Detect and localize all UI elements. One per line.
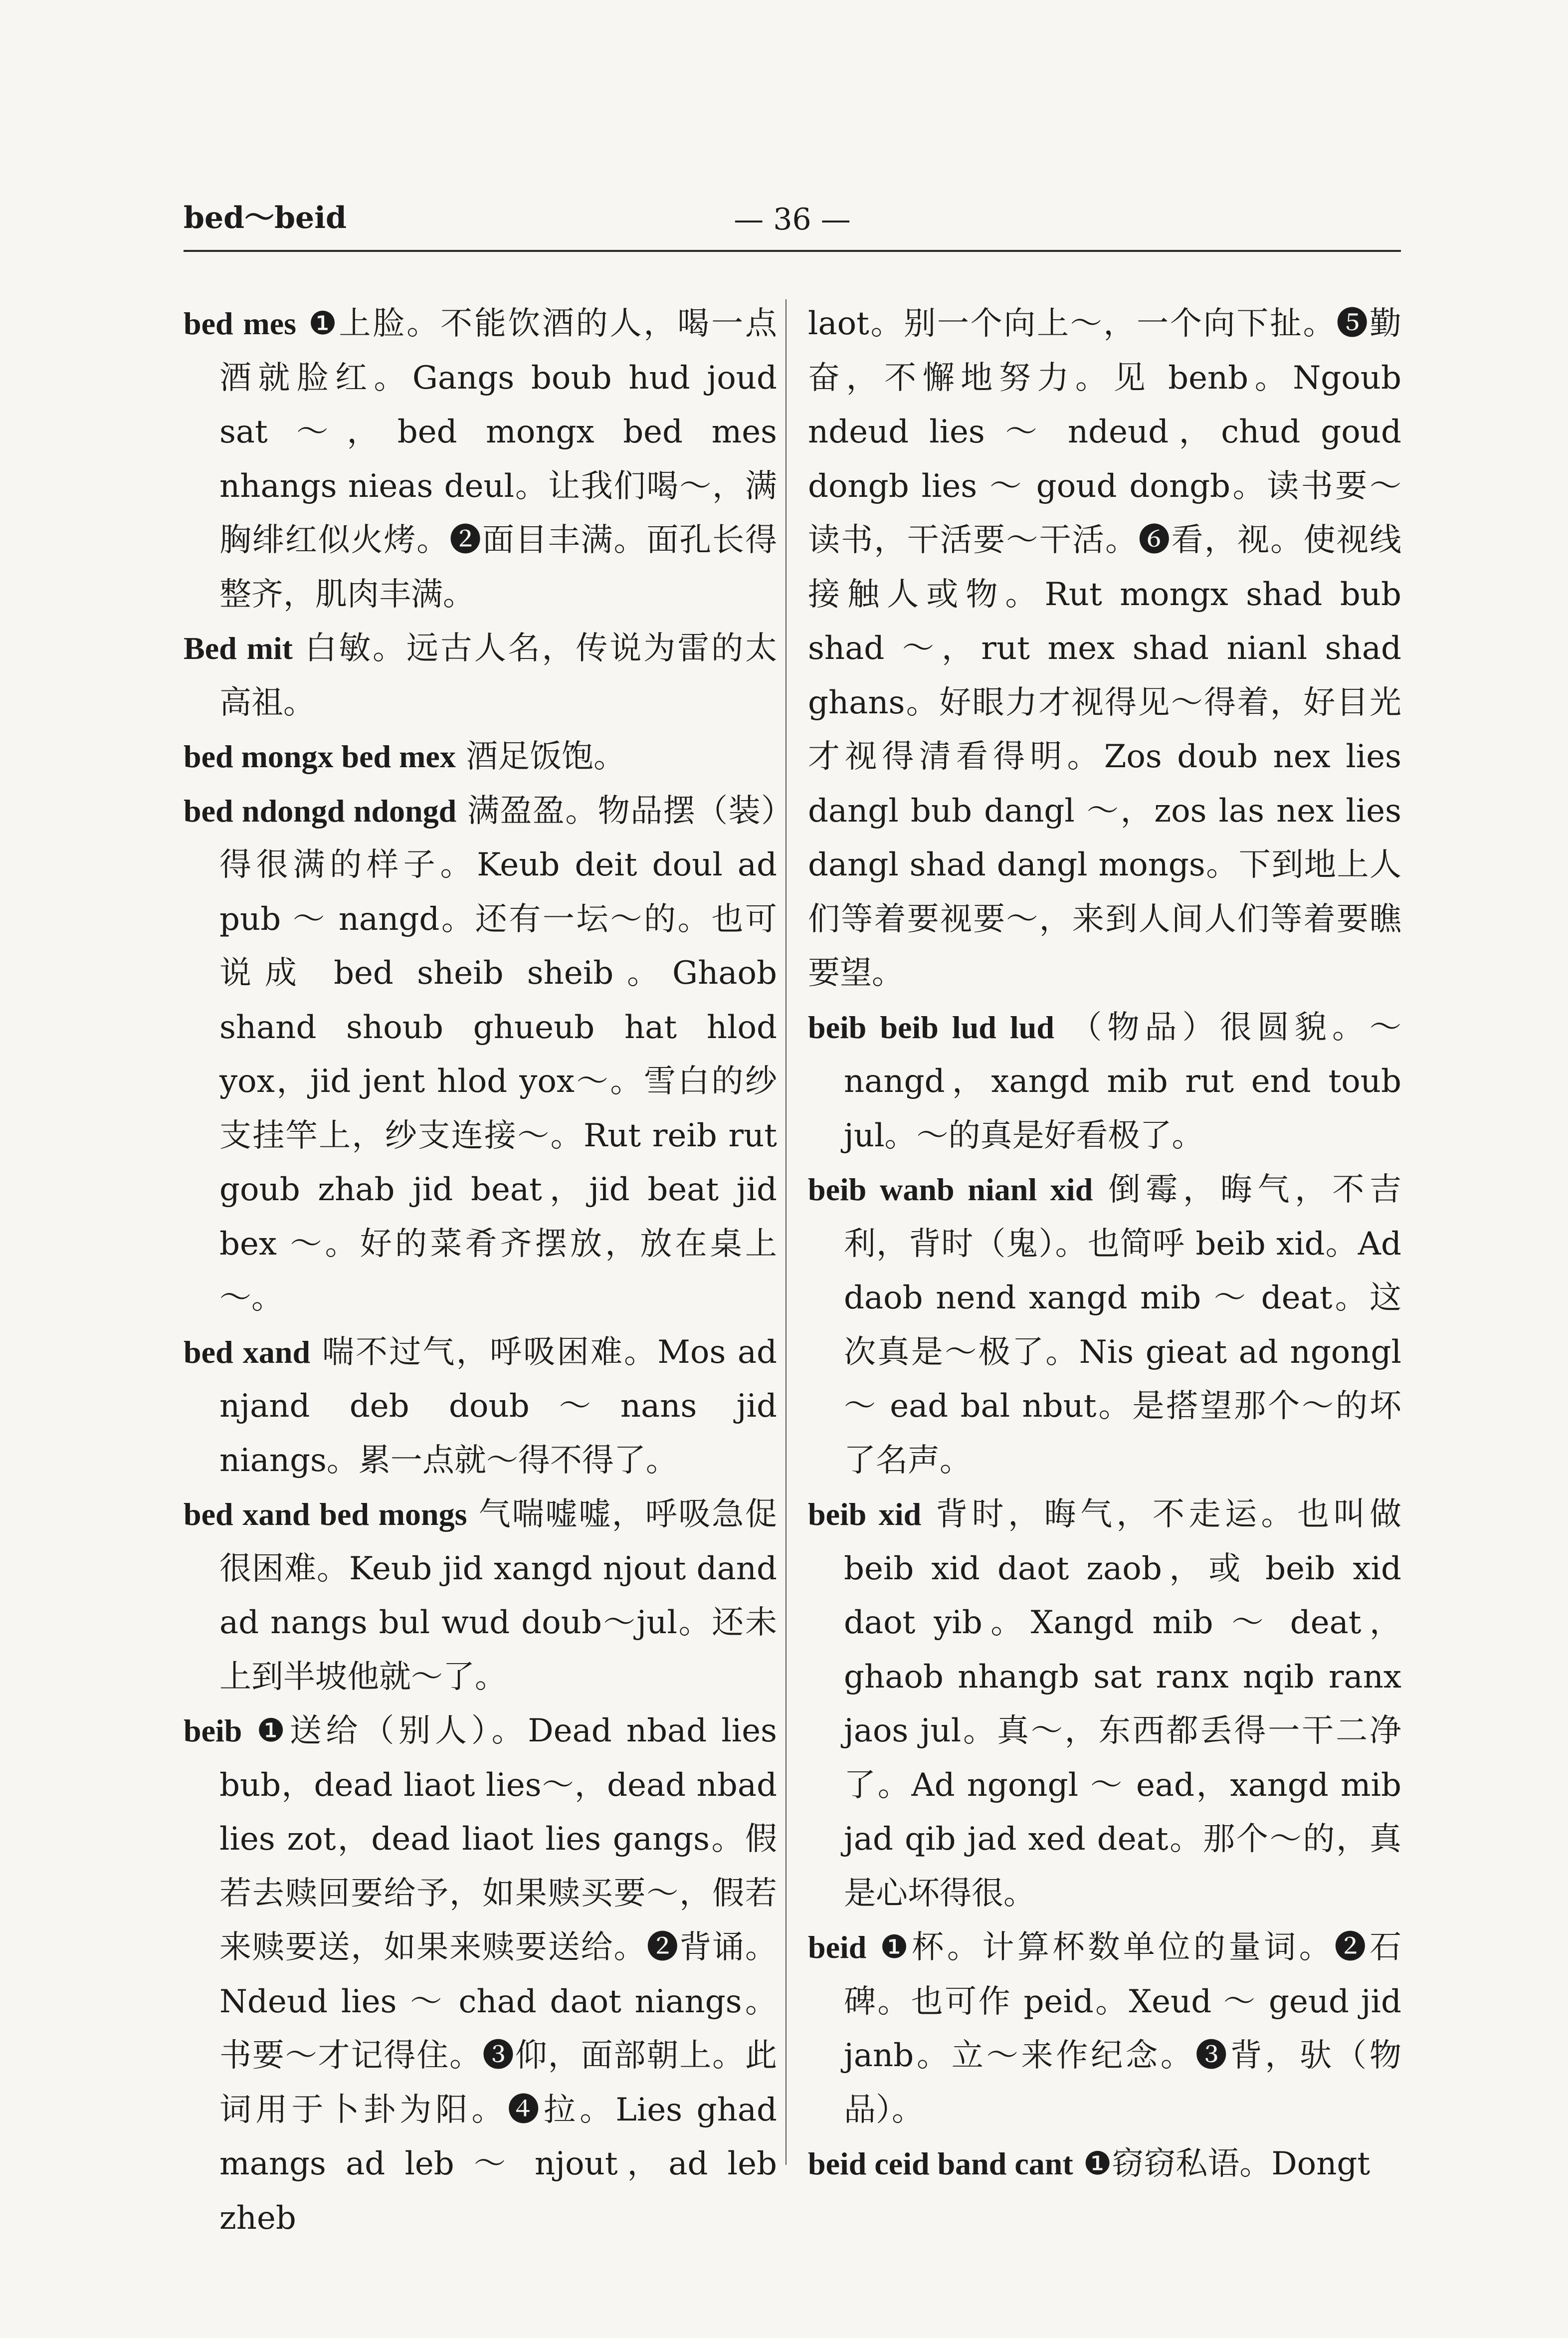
dictionary-entry — [808, 2137, 1401, 2191]
dictionary-entry — [808, 1488, 1401, 1920]
headword: bed ndongd ndongd — [184, 793, 457, 829]
dictionary-entry — [808, 1163, 1401, 1488]
headword: bed mes — [184, 306, 297, 341]
headword: beid ceid band cant — [808, 2146, 1073, 2181]
definition: 白敏。远古人名，传说为雷的太高祖。 — [219, 630, 778, 721]
dictionary-entry — [184, 784, 777, 1325]
running-head: bed～beid — [184, 201, 347, 235]
definition: ❶上脸。不能饮酒的人，喝一点酒就脸红。Gangs boub hud joud sat ～，bed mongx bed mes nhangs nieas deul。让我们喝～，满胸绯红似火烤。❷面目丰满。面孔长得整齐，肌肉丰满。 — [219, 305, 778, 613]
headword: bed xand bed mongs — [184, 1496, 467, 1532]
dictionary-entry — [184, 297, 777, 622]
headword: beib wanb nianl xid — [808, 1172, 1093, 1207]
dictionary-entry — [808, 1001, 1401, 1163]
headword: beib xid — [808, 1496, 922, 1532]
headword: beib — [184, 1713, 242, 1748]
dictionary-entry — [184, 1325, 777, 1488]
dictionary-entry — [184, 1704, 777, 2245]
definition: 气喘嘘嘘，呼吸急促很困难。Keub jid xangd njout dand ad nangs bul wud doub～jul。还未上到半坡他就～了。 — [219, 1496, 778, 1696]
definition: ❶杯。计算杯数单位的量词。❷石碑。也可作 peid。Xeud ～ geud jid janb。立～来作纪念。❸背，驮（物品）。 — [844, 1929, 1401, 2128]
column-divider — [785, 299, 786, 2165]
headword: Bed mit — [184, 631, 293, 666]
right-column — [808, 297, 1401, 2191]
definition: ❶窃窃私语。Dongt — [1083, 2145, 1371, 2182]
dictionary-entry — [808, 1920, 1401, 2137]
dictionary-entry — [184, 622, 777, 730]
definition: 满盈盈。物品摆（装）得很满的样子。Keub deit doul ad pub ～ nangd。还有一坛～的。也可说成 bed sheib sheib。Ghaob shand shoub ghueub hat hlod yox，jid jent hlod yox～。雪白的纱支挂竿上，纱支连接～。Rut reib rut goub zhab jid beat，jid beat jid bex ～。好的菜肴齐摆放，放在桌上～。 — [219, 792, 778, 1316]
headword: beib beib lud lud — [808, 1009, 1054, 1045]
definition: 倒霉，晦气，不吉利，背时（鬼）。也简呼 beib xid。Ad daob nend xangd mib ～ deat。这次真是～极了。Nis gieat ad ngongl ～ ead bal nbut。是搭望那个～的坏了名声。 — [844, 1171, 1402, 1479]
definition: （物品）很圆貌。～nangd，xangd mib rut end toub jul。～的真是好看极了。 — [844, 1009, 1402, 1154]
dictionary-entry — [184, 1488, 777, 1704]
definition: ❶送给（别人）。Dead nbad lies bub，dead liaot lies～，dead nbad lies zot，dead liaot lies gangs。假若去赎回要给予，如果赎买要～，假若来赎要送，如果来赎要送给。❷背诵。Ndeud lies ～ chad daot niangs。书要～才记得住。❸仰，面部朝上。此词用于卜卦为阳。❹拉。Lies ghad mangs ad leb ～ njout，ad leb zheb — [219, 1712, 777, 2237]
dictionary-entry — [184, 730, 777, 784]
continued-definition: laot。别一个向上～，一个向下扯。❺勤奋，不懈地努力。见 benb。Ngoub ndeud lies ～ ndeud，chud goud dongb lies ～ goud dongb。读书要～读书，干活要～干活。❻看，视。使视线接触人或物。Rut mongx shad bub shad ～，rut mex shad nianl shad ghans。好眼力才视得见～得着，好目光才视得清看得明。Zos doub nex lies dangl bub dangl ～，zos las nex lies dangl shad dangl mongs。下到地上人们等着要视要～，来到人间人们等着要瞧要望。 — [808, 305, 1401, 992]
definition: 背时，晦气，不走运。也叫做 beib xid daot zaob，或 beib xid daot yib。Xangd mib ～ deat，ghaob nhangb sat ranx nqib ranx jaos jul。真～，东西都丢得一干二净了。Ad ngongl ～ ead，xangd mib jad qib jad xed deat。那个～的，真是心坏得很。 — [844, 1496, 1402, 1912]
headword: beid — [808, 1929, 867, 1965]
page-number: — 36 — — [734, 202, 851, 237]
definition: 酒足饭饱。 — [466, 738, 626, 775]
left-column — [184, 297, 777, 2245]
headword: bed mongx bed mex — [184, 739, 456, 774]
definition: 喘不过气，呼吸困难。Mos ad njand deb doub～nans jid niangs。累一点就～得不得了。 — [219, 1333, 778, 1479]
headword: bed xand — [184, 1334, 311, 1370]
page-header — [184, 197, 1401, 252]
header-rule — [184, 250, 1401, 252]
